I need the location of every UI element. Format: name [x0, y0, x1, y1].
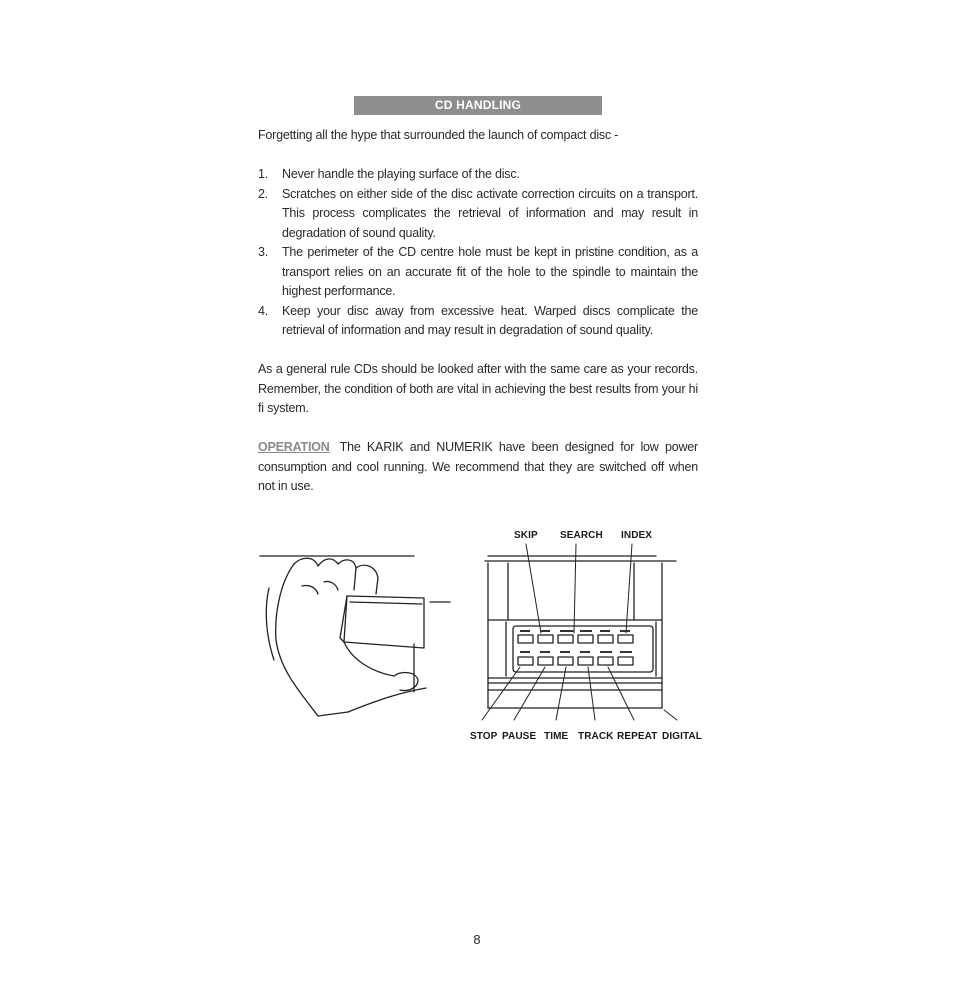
figure-illustration — [252, 520, 712, 760]
list-item — [258, 185, 698, 244]
list-number: 1. — [258, 167, 269, 181]
list-item — [258, 243, 698, 302]
label-pause: PAUSE — [502, 731, 537, 742]
label-time: TIME — [544, 731, 569, 742]
list-number: 4. — [258, 303, 269, 318]
label-repeat: REPEAT — [617, 731, 658, 742]
label-index: INDEX — [621, 530, 653, 541]
general-rule-paragraph: As a general rule CDs should be looked after with the same care as your records. Remember, the condition of both are vital in achieving the best results from your hi fi system. — [258, 362, 698, 415]
list-number: 2. — [258, 186, 269, 201]
operation-paragraph — [258, 438, 698, 497]
list-text: Scratches on either side of the disc activate correction circuits on a transport. This process complicates the retrieval of information and may result in degradation of sound quality. — [282, 186, 698, 240]
label-stop: STOP — [470, 731, 498, 742]
list-text: Keep your disc away from excessive heat. Warped discs complicate the retrieval of information and may result in degradation of sound quality. — [282, 303, 698, 337]
figure — [252, 520, 712, 760]
label-skip: SKIP — [514, 530, 538, 541]
page-number: 8 — [473, 932, 481, 947]
hand-holding-disc-illustration — [260, 556, 450, 716]
intro-paragraph: Forgetting all the hype that surrounded the launch of compact disc - — [258, 128, 619, 142]
list-text: The perimeter of the CD centre hole must be kept in pristine condition, as a transport relies on an accurate fit of the hole to the spindle to maintain the highest performance. — [282, 245, 698, 298]
operation-label: OPERATION — [258, 440, 330, 454]
list-item — [258, 302, 698, 341]
label-track: TRACK — [578, 731, 614, 742]
list-item — [258, 165, 698, 185]
label-search: SEARCH — [560, 530, 603, 541]
list-number: 3. — [258, 245, 269, 259]
handling-list — [258, 165, 698, 341]
section-heading: CD HANDLING — [354, 96, 602, 115]
list-text: Never handle the playing surface of the disc. — [282, 167, 520, 181]
label-digital: DIGITAL — [662, 731, 702, 742]
operation-text: The KARIK and NUMERIK have been designed for low power consumption and cool running. We recommend that they are switched off when not in use. — [258, 440, 698, 493]
